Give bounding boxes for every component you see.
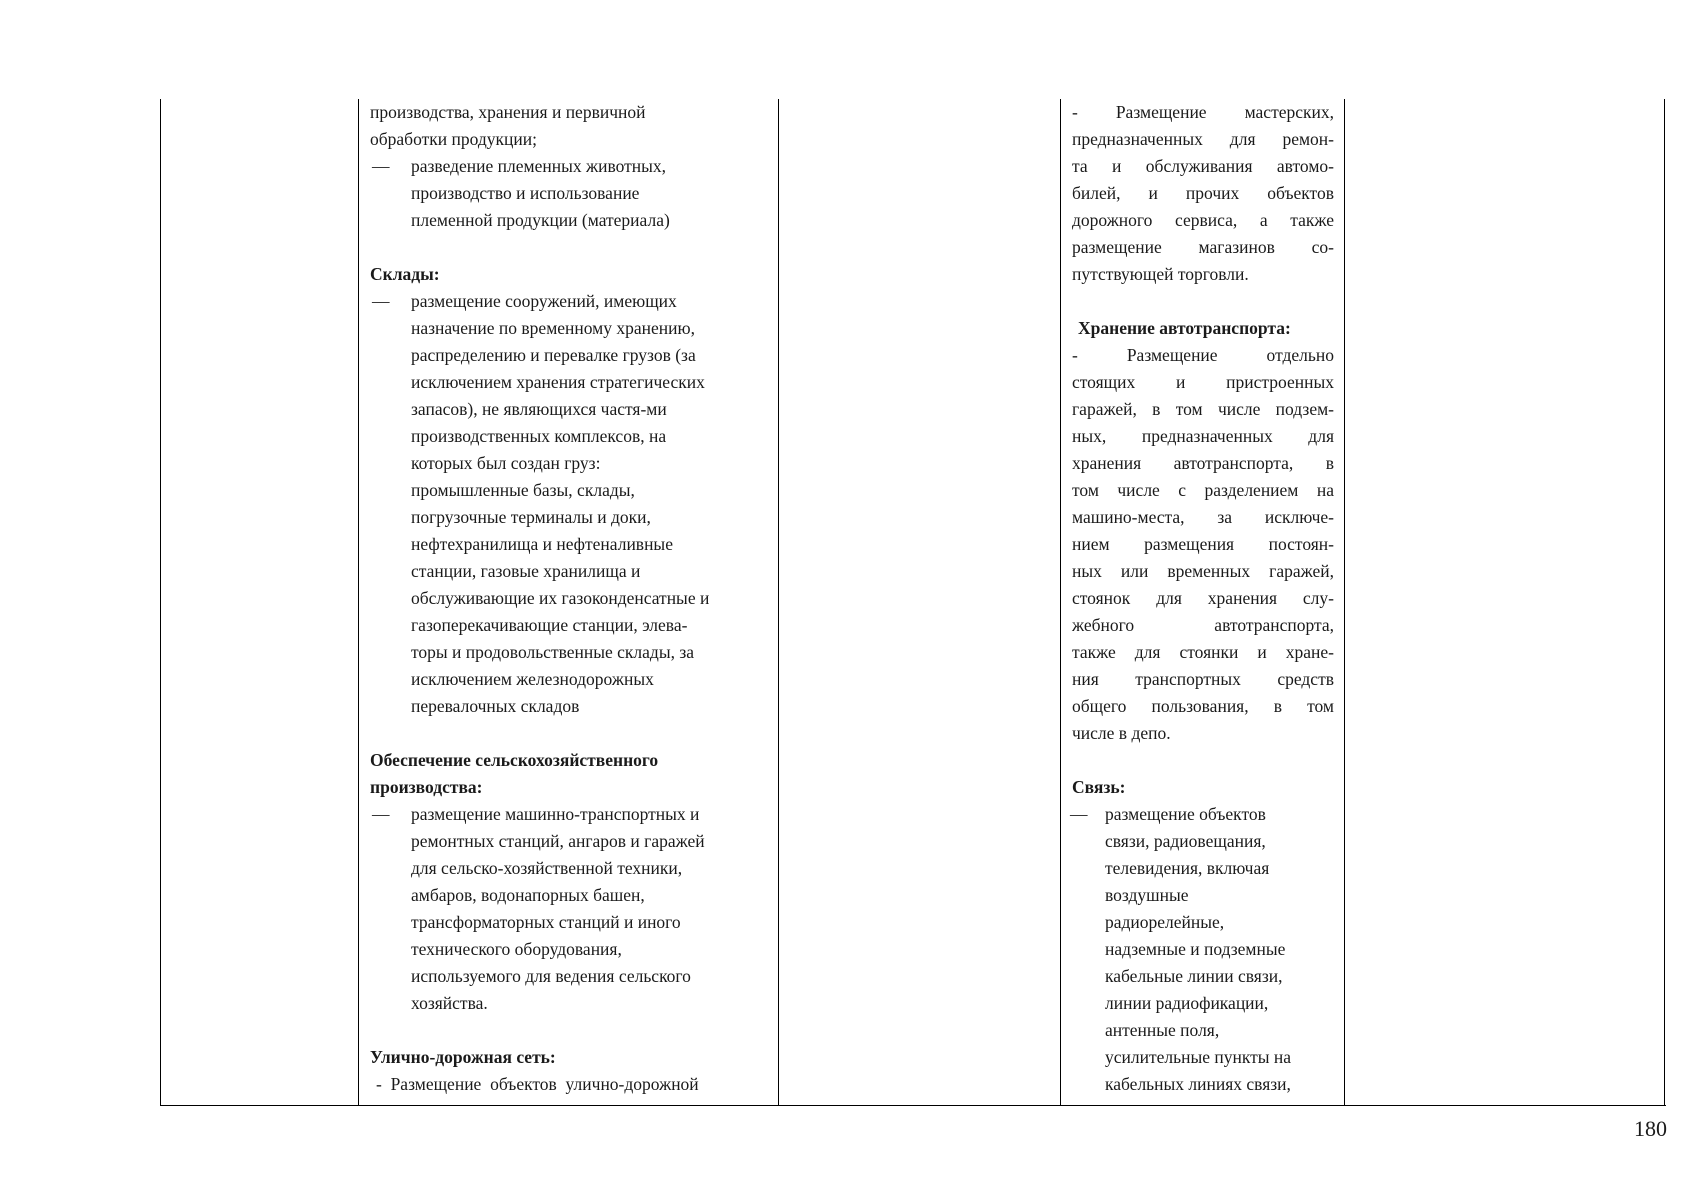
conditional-uses-column [1072,99,1334,1098]
column-divider-2 [778,99,779,1105]
table-border-right [1664,99,1665,1105]
breeding-bullet: — разведение племенных животных, производство и использование племенной продукции (материала) [370,153,760,234]
table-border-left [160,99,161,1105]
column-divider-3 [1060,99,1061,1105]
agri-bullet: — размещение машинно-транспортных и ремонтных станций, ангаров и гаражей для сельско-хозяйственной техники, амбаров, водонапорных башен, трансформаторных станций и иного технического оборудования, используемого для ведения сельского хозяйства. [370,801,760,1017]
column-divider-1 [358,99,359,1105]
document-table [160,99,1666,1106]
dash-bullet: — [1070,804,1088,824]
warehouses-heading: Склады: [370,264,440,284]
workshops-paragraph: - Размещение мастерских, предназначенных для ремон- та и обслуживания автомо- билей, и прочих объектов дорожного сервиса, а также размещение магазинов со- путствующей торговли. [1072,102,1334,284]
communications-bullet: — размещение объектов связи, радиовещания, телевидения, включая воздушные радиорелейные, надземные и подземные кабельные линии связи, линии радиофикации, антенные поля, усилительные пункты на кабельных линиях связи, [1070,801,1334,1098]
warehouses-bullet: — размещение сооружений, имеющих назначение по временному хранению, распределению и перевалке грузов (за исключением хранения стратегических запасов), не являющихся частя-ми производственных комплексов, на которых был создан груз: промышленные базы, склады, погрузочные терминалы и доки, нефтехранилища и нефтеналивные станции, газовые хранилища и обслуживающие их газоконденсатные и газоперекачивающие станции, элева- торы и продовольственные склады, за исключением железнодорожных перевалочных складов [370,288,760,720]
column-divider-4 [1344,99,1345,1105]
vehicle-storage-heading: Хранение автотранспорта: [1078,318,1291,338]
agri-heading: Обеспечение сельскохозяйственного производства: [370,750,659,797]
intro-paragraph: производства, хранения и первичной обработки продукции; [370,102,646,149]
vehicle-storage-paragraph: - Размещение отдельно стоящих и пристроенных гаражей, в том числе подзем- ных, предназначенных для хранения автотранспорта, в том числе с разделением на машино-места, за исключе- нием размещения постоян- ных или временных гаражей, стоянок для хранения слу- жебного автотранспорта, также для стоянки и хране- ния транспортных средств общего пользования, в том числе в депо. [1072,345,1334,743]
communications-heading: Связь: [1072,777,1126,797]
permitted-uses-column [370,99,760,1098]
dash-bullet: — [372,804,390,824]
road-network-heading: Улично-дорожная сеть: [370,1047,556,1067]
page-number: 180 [1634,1116,1667,1141]
road-network-text: - Размещение объектов улично-дорожной [376,1074,699,1094]
dash-bullet: — [372,291,390,311]
dash-bullet: — [372,156,390,176]
